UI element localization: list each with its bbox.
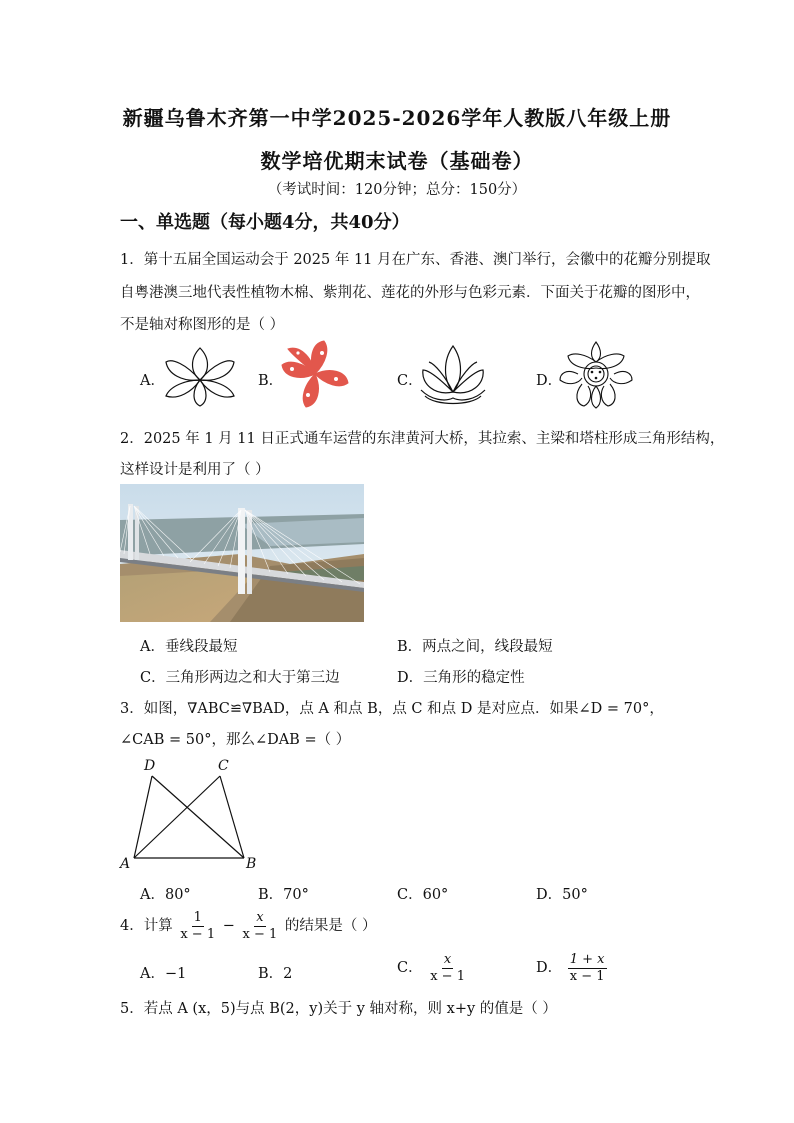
q1-stem-line2: 自粤港澳三地代表性植物木棉、紫荆花、莲花的外形与色彩元素．下面关于花瓣的图形中， — [120, 285, 700, 301]
q1-option-c-label: C． — [397, 373, 423, 389]
q3-stem-line2: ∠CAB = 50°，那么∠DAB =（ ） — [120, 732, 351, 748]
q4-option-d-numerator: 1 + x — [569, 952, 605, 967]
q4-option-d-denominator: x − 1 — [569, 968, 605, 984]
q4-option-c-label: C． — [397, 960, 423, 977]
q2-option-c: C．三角形两边之和大于第三边 — [140, 670, 340, 686]
q1-option-b-label: B． — [258, 373, 284, 389]
q2-bridge-photo — [120, 484, 364, 622]
q3-label-b: B — [246, 856, 257, 872]
q4-option-c-fraction — [428, 953, 467, 983]
q4-option-d-fraction — [568, 953, 607, 983]
q3-label-d: D — [144, 758, 156, 774]
q4-frac2-numerator: x — [256, 910, 264, 925]
q4-fraction-2 — [240, 911, 279, 941]
exam-title-line1: 新疆乌鲁木齐第一中学2025-2026学年人教版八年级上册 — [122, 106, 672, 130]
q4-frac2-denominator: x − 1 — [242, 926, 278, 942]
q4-option-c — [397, 953, 468, 983]
q1-option-a-flower-icon — [160, 340, 240, 410]
q4-option-d — [536, 953, 608, 983]
q4-fraction-1 — [178, 911, 217, 941]
q1-stem-line1: 1．第十五届全国运动会于 2025 年 11 月在广东、香港、澳门举行，会徽中的花瓣分别提取 — [120, 252, 711, 268]
q1-option-a-label: A． — [140, 373, 165, 389]
q4-option-b: B．2 — [258, 966, 293, 982]
q3-quadrilateral-diagram — [116, 756, 266, 872]
q4-minus-sign: − — [222, 918, 235, 935]
q1-option-d-lotus-ring-icon — [556, 338, 636, 412]
q4-prefix: 4．计算 — [120, 918, 173, 935]
exam-info: （考试时间：120分钟；总分：150分） — [267, 182, 527, 198]
q4-option-a: A．−1 — [140, 966, 187, 982]
q4-frac1-denominator: x − 1 — [180, 926, 216, 942]
q3-option-a: A．80° — [140, 887, 191, 903]
q3-label-c: C — [218, 758, 229, 774]
q1-option-c-lotus-icon — [415, 340, 491, 410]
exam-title-line2: 数学培优期末试卷（基础卷） — [260, 149, 534, 173]
q2-option-d: D．三角形的稳定性 — [397, 670, 525, 686]
section-heading-single-choice: 一、单选题（每小题4分，共40分） — [120, 212, 410, 233]
q4-option-d-label: D． — [536, 960, 563, 977]
q2-option-a: A．垂线段最短 — [140, 639, 238, 655]
q1-option-d-label: D． — [536, 373, 563, 389]
q4-frac1-numerator: 1 — [193, 910, 202, 925]
q4-option-c-numerator: x — [443, 952, 452, 967]
q2-stem-line2: 这样设计是利用了（ ） — [120, 462, 270, 478]
q3-label-a: A — [120, 856, 131, 872]
q3-option-b: B．70° — [258, 887, 309, 903]
q3-option-c: C．60° — [397, 887, 449, 903]
q3-stem-line1: 3．如图，∇ABC≌∇BAD，点 A 和点 B，点 C 和点 D 是对应点．如果∠D = 70°， — [120, 701, 664, 717]
q4-suffix: 的结果是（ ） — [284, 918, 377, 935]
q3-option-d: D．50° — [536, 887, 588, 903]
q5-stem: 5．若点 A (x，5)与点 B(2，y)关于 y 轴对称，则 x+y 的值是（ ） — [120, 1001, 557, 1017]
q2-option-b: B．两点之间，线段最短 — [397, 639, 553, 655]
q4-option-c-denominator: x − 1 — [430, 968, 465, 984]
q1-option-b-bauhinia-icon — [278, 337, 352, 411]
q1-stem-line3: 不是轴对称图形的是（ ） — [120, 317, 285, 333]
q4-stem — [120, 911, 376, 941]
q2-stem-line1: 2．2025 年 1 月 11 日正式通车运营的东津黄河大桥，其拉索、主梁和塔柱形成三角形结构， — [120, 431, 725, 447]
